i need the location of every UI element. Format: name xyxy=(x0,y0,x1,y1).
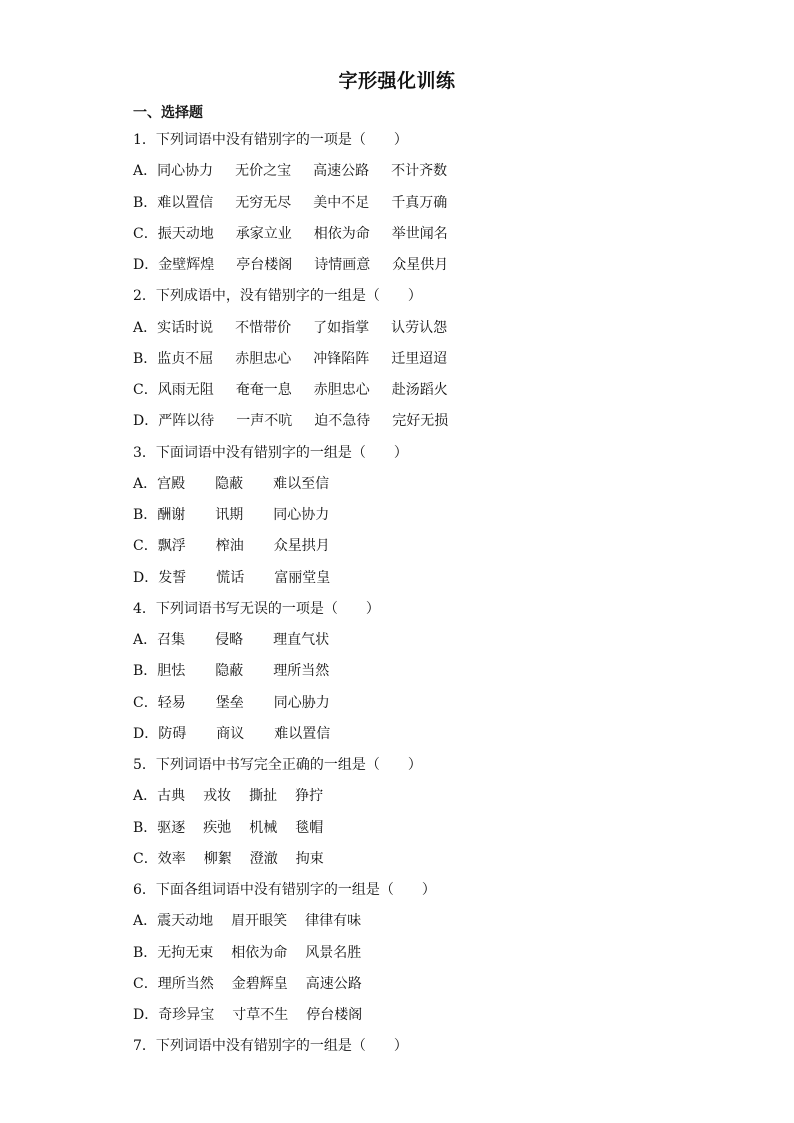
question-text: 7．下列词语中没有错别字的一组是（ ） xyxy=(133,1038,408,1055)
option-word: 理直气状 xyxy=(273,632,330,648)
option-label: B． xyxy=(133,350,158,367)
question-stem xyxy=(133,750,693,781)
option-label: A． xyxy=(133,788,158,805)
option-word: 机械 xyxy=(249,819,278,836)
option-word: 飘浮 xyxy=(157,538,186,555)
option-word: 赴汤蹈火 xyxy=(391,382,448,398)
option-row xyxy=(133,1000,693,1031)
option-word: 狰拧 xyxy=(295,788,324,805)
question-stem xyxy=(133,281,693,312)
option-row xyxy=(133,656,693,687)
option-row xyxy=(133,406,693,437)
option-word: 相依为命 xyxy=(313,225,370,242)
option-word: 无价之宝 xyxy=(235,163,292,180)
option-word: 柳絮 xyxy=(203,850,232,867)
option-row xyxy=(133,250,693,281)
option-word: 举世闻名 xyxy=(391,225,448,242)
question-stem xyxy=(133,125,693,156)
option-word: 美中不足 xyxy=(313,194,370,211)
question-stem xyxy=(133,594,693,625)
option-row xyxy=(133,969,693,1000)
option-word: 胆怯 xyxy=(157,663,186,680)
option-label: D． xyxy=(133,569,159,586)
option-row xyxy=(133,906,693,937)
option-label: D． xyxy=(133,413,159,430)
option-word: 难以置信 xyxy=(157,194,214,211)
option-word: 迁里迢迢 xyxy=(391,350,448,367)
option-word: 监贞不屈 xyxy=(157,350,214,367)
option-word: 宫殿 xyxy=(157,475,186,492)
option-word: 富丽堂皇 xyxy=(274,569,331,586)
option-word: 承家立业 xyxy=(235,225,292,242)
option-word: 同心胁力 xyxy=(273,694,330,711)
option-label: A． xyxy=(133,632,158,648)
option-word: 无拘无束 xyxy=(157,944,214,961)
option-word: 风景名胜 xyxy=(305,944,362,961)
question-text: 5．下列词语中书写完全正确的一组是（ ） xyxy=(133,757,422,773)
option-word: 同心协力 xyxy=(273,507,330,523)
option-word: 停台楼阁 xyxy=(306,1007,363,1023)
option-word: 理所当然 xyxy=(157,975,214,992)
question-stem xyxy=(133,875,693,906)
question-text: 4．下列词语书写无误的一项是（ ） xyxy=(133,600,380,617)
option-label: A． xyxy=(133,319,158,336)
option-word: 隐蔽 xyxy=(215,475,244,492)
option-word: 迫不急待 xyxy=(314,413,371,430)
question-stem xyxy=(133,1031,693,1062)
option-row xyxy=(133,375,693,406)
option-word: 驱逐 xyxy=(157,819,186,836)
option-word: 防碍 xyxy=(158,725,187,742)
option-word: 商议 xyxy=(216,725,245,742)
option-label: A． xyxy=(133,475,158,492)
option-word: 拘束 xyxy=(295,850,324,867)
option-word: 眉开眼笑 xyxy=(231,913,288,930)
option-row xyxy=(133,625,693,656)
option-word: 金壁辉煌 xyxy=(158,257,215,273)
option-row xyxy=(133,719,693,750)
option-word: 冲锋陷阵 xyxy=(313,350,370,367)
option-word: 难以置信 xyxy=(274,725,331,742)
option-word: 毯帽 xyxy=(295,819,324,836)
option-word: 隐蔽 xyxy=(215,663,244,680)
option-row xyxy=(133,781,693,812)
option-word: 榨油 xyxy=(215,538,244,555)
option-label: B． xyxy=(133,507,158,523)
option-word: 完好无损 xyxy=(392,413,449,430)
option-word: 侵略 xyxy=(215,632,244,648)
option-row xyxy=(133,156,693,187)
option-row xyxy=(133,469,693,500)
option-word: 相依为命 xyxy=(231,944,288,961)
option-word: 认劳认怨 xyxy=(391,319,448,336)
option-word: 实话时说 xyxy=(157,319,214,336)
option-word: 一声不吭 xyxy=(236,413,293,430)
option-word: 难以至信 xyxy=(273,475,330,492)
option-word: 理所当然 xyxy=(273,663,330,680)
question-list xyxy=(133,125,693,1063)
option-label: D． xyxy=(133,725,159,742)
option-word: 赤胆忠心 xyxy=(313,382,370,398)
option-word: 轻易 xyxy=(157,694,186,711)
option-word: 不计齐数 xyxy=(391,163,448,180)
question-text: 2．下列成语中，没有错别字的一组是（ ） xyxy=(133,288,422,305)
option-label: C． xyxy=(133,850,158,867)
option-label: C． xyxy=(133,694,158,711)
option-row xyxy=(133,563,693,594)
option-word: 澄澈 xyxy=(249,850,278,867)
option-word: 疾弛 xyxy=(203,819,232,836)
option-label: A． xyxy=(133,913,158,930)
question-text: 1．下列词语中没有错别字的一项是（ ） xyxy=(133,132,408,148)
option-word: 慌话 xyxy=(216,569,245,586)
option-word: 众星供月 xyxy=(392,257,449,273)
section-heading: 一、选择题 xyxy=(133,105,203,121)
option-word: 无穷无尽 xyxy=(235,194,292,211)
option-word: 发誓 xyxy=(158,569,187,586)
option-word: 古典 xyxy=(157,788,186,805)
option-word: 堡垒 xyxy=(215,694,244,711)
option-word: 众星拱月 xyxy=(273,538,330,555)
option-word: 高速公路 xyxy=(313,163,370,180)
option-word: 严阵以待 xyxy=(158,413,215,430)
option-word: 同心协力 xyxy=(157,163,214,180)
option-word: 金碧辉皇 xyxy=(231,975,288,992)
option-label: C． xyxy=(133,975,158,992)
option-label: B． xyxy=(133,944,158,961)
option-label: D． xyxy=(133,1007,159,1023)
option-word: 赤胆忠心 xyxy=(235,350,292,367)
option-label: B． xyxy=(133,663,158,680)
option-word: 酬谢 xyxy=(157,507,186,523)
option-row xyxy=(133,844,693,875)
option-word: 亭台楼阁 xyxy=(236,257,293,273)
option-label: D． xyxy=(133,257,159,273)
question-text: 3．下面词语中没有错别字的一组是（ ） xyxy=(133,444,408,461)
option-row xyxy=(133,500,693,531)
option-label: B． xyxy=(133,819,158,836)
option-word: 效率 xyxy=(157,850,186,867)
option-word: 奄奄一息 xyxy=(235,382,292,398)
option-row xyxy=(133,313,693,344)
option-label: C． xyxy=(133,225,158,242)
option-word: 高速公路 xyxy=(305,975,362,992)
option-row xyxy=(133,188,693,219)
option-label: A． xyxy=(133,163,158,180)
option-row xyxy=(133,938,693,969)
option-word: 召集 xyxy=(157,632,186,648)
option-word: 震天动地 xyxy=(157,913,214,930)
option-label: C． xyxy=(133,538,158,555)
option-word: 了如指掌 xyxy=(313,319,370,336)
option-row xyxy=(133,688,693,719)
option-word: 振天动地 xyxy=(157,225,214,242)
option-row xyxy=(133,813,693,844)
option-word: 戎妆 xyxy=(203,788,232,805)
option-label: B． xyxy=(133,194,158,211)
option-word: 诗情画意 xyxy=(314,257,371,273)
question-stem xyxy=(133,438,693,469)
page-title: 字形强化训练 xyxy=(338,70,456,92)
option-row xyxy=(133,219,693,250)
option-word: 风雨无阻 xyxy=(157,382,214,398)
option-word: 撕扯 xyxy=(249,788,278,805)
option-word: 奇珍异宝 xyxy=(158,1007,215,1023)
option-row xyxy=(133,531,693,562)
option-word: 千真万确 xyxy=(391,194,448,211)
option-row xyxy=(133,344,693,375)
option-label: C． xyxy=(133,382,158,398)
option-word: 寸草不生 xyxy=(232,1007,289,1023)
question-text: 6．下面各组词语中没有错别字的一组是（ ） xyxy=(133,882,436,898)
option-word: 不惜带价 xyxy=(235,319,292,336)
option-word: 讯期 xyxy=(215,507,244,523)
option-word: 律律有味 xyxy=(305,913,362,930)
